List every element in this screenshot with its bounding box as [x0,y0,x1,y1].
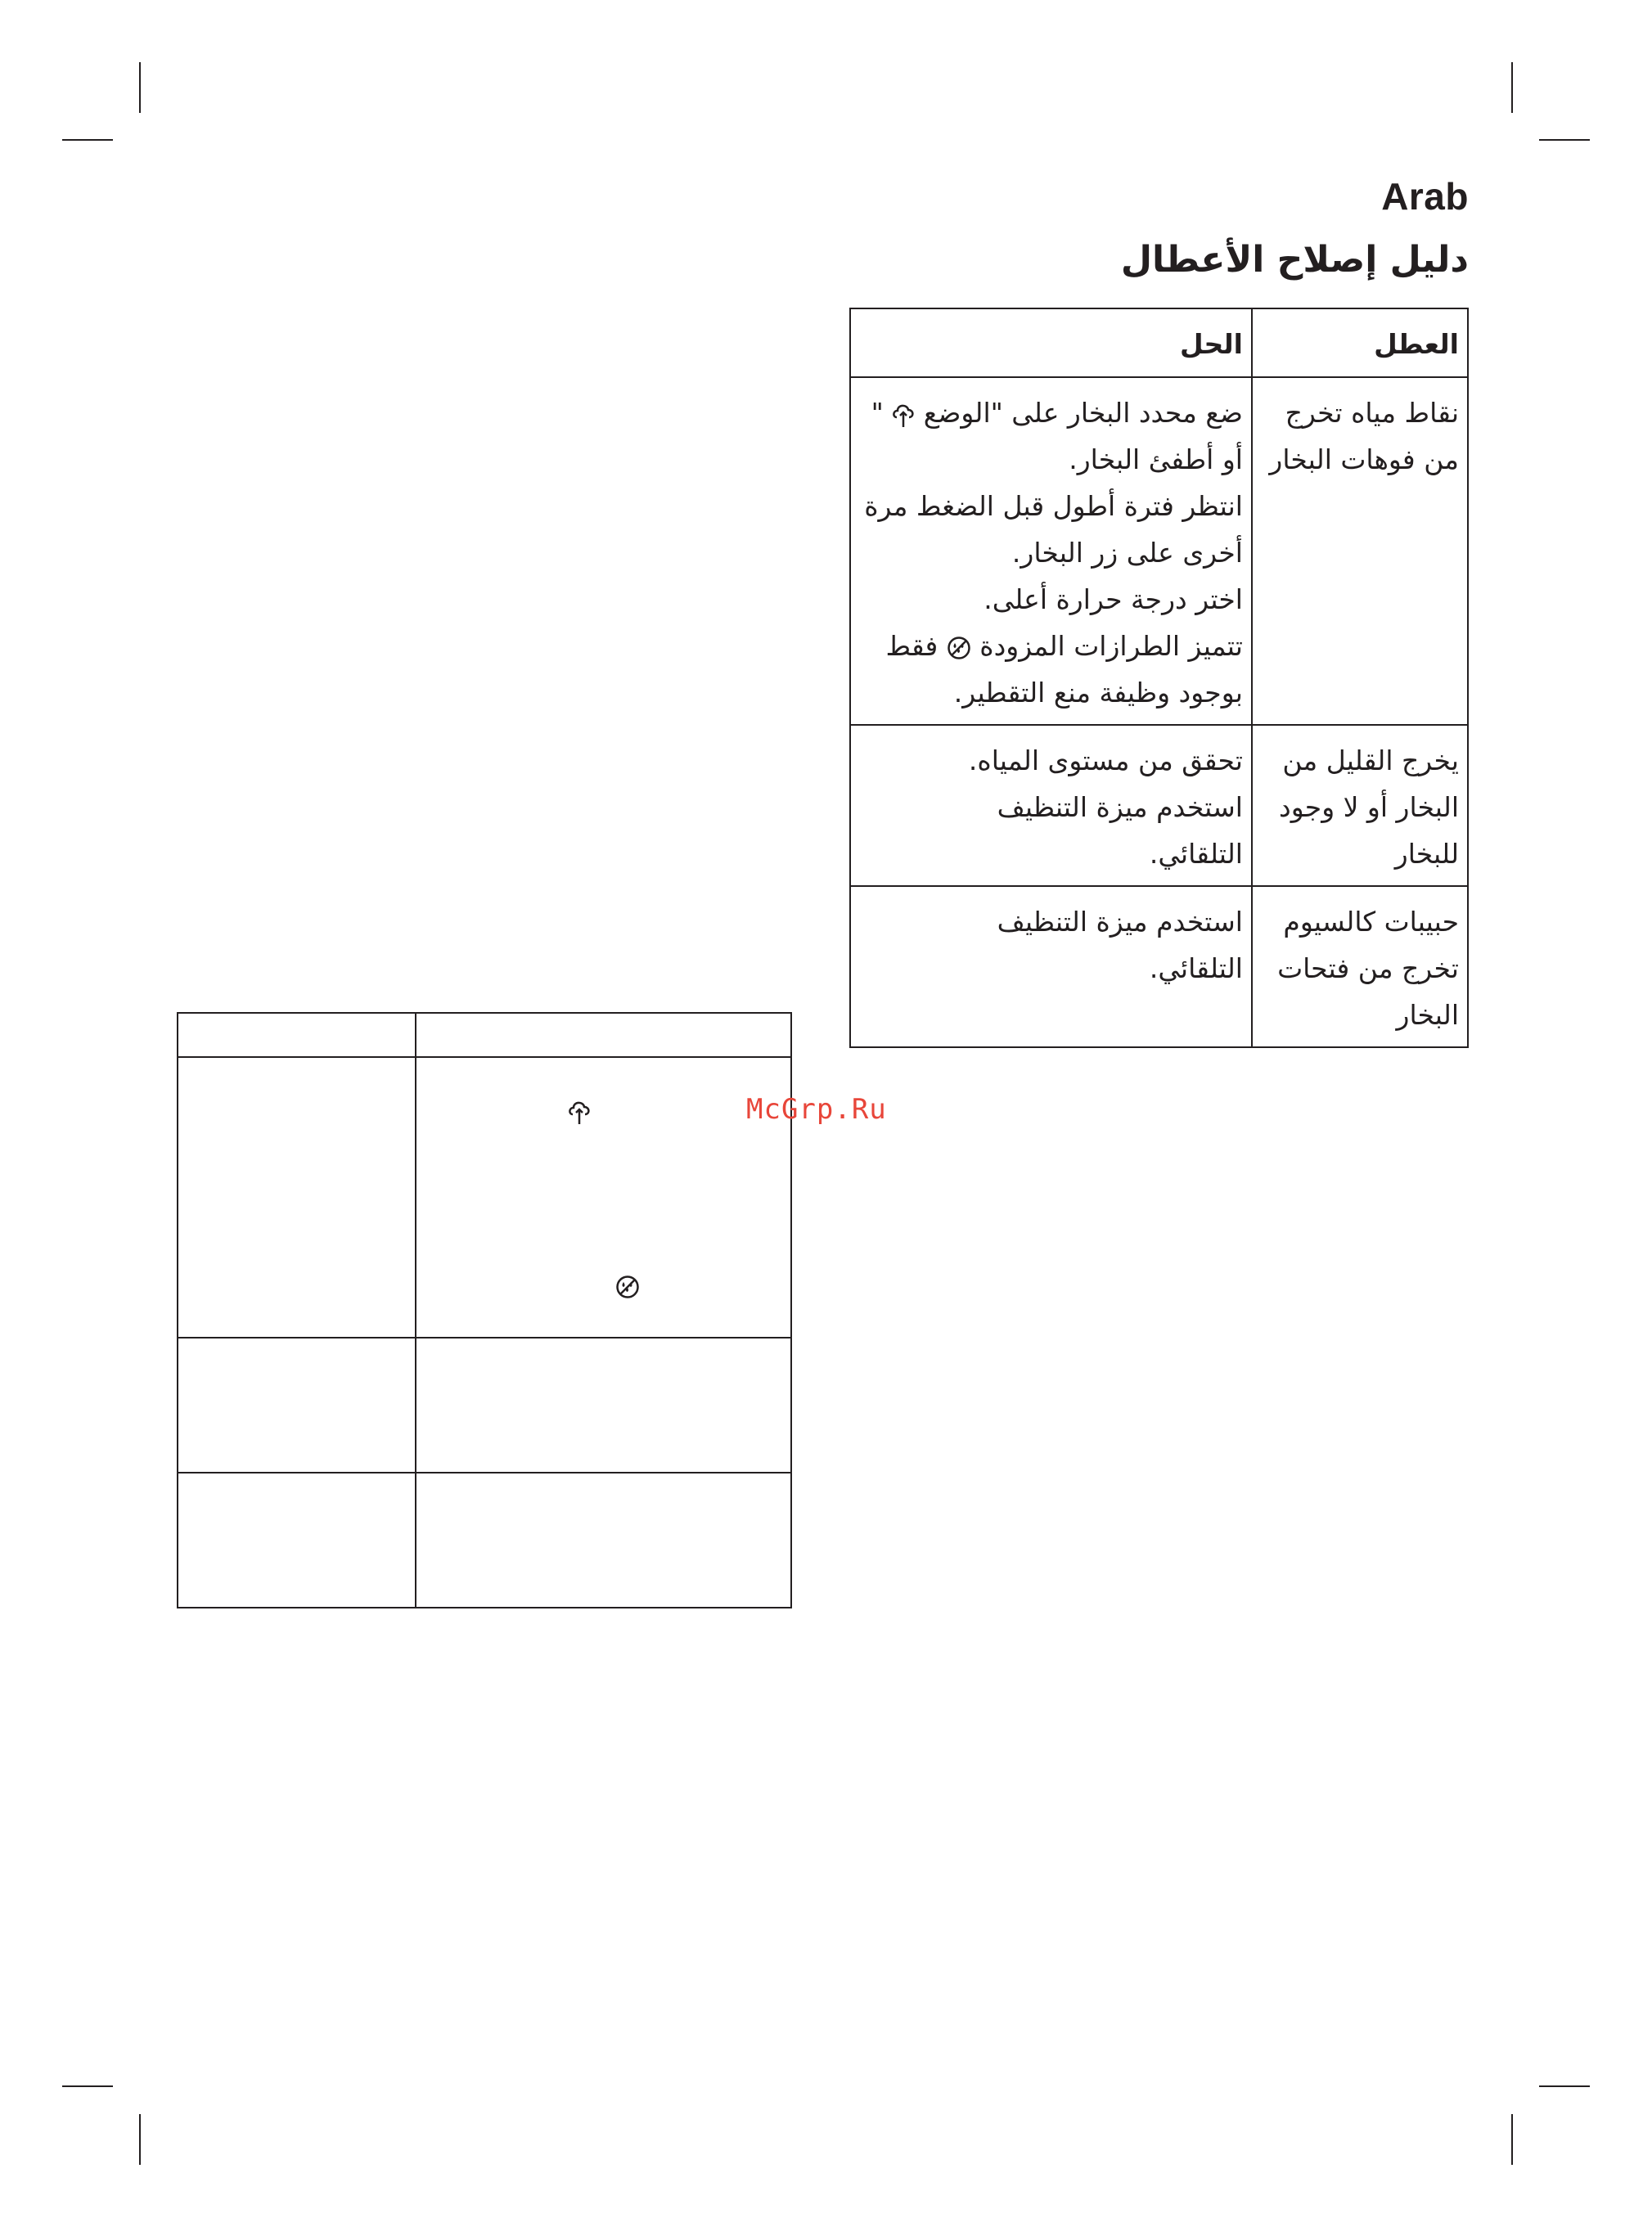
table-row [850,725,1468,886]
solution-cell: تحقق من مستوى المياه. استخدم ميزة التنظيف التلقائي. [850,725,1252,886]
table-row [850,377,1468,725]
language-label: Arab [1381,175,1469,218]
solution-cell: استخدم ميزة التنظيف التلقائي. [850,886,1252,1047]
crop-mark [1511,62,1513,113]
problem-cell: يخرج القليل من البخار أو لا وجود للبخار [1252,725,1468,886]
solution-cell: ضع محدد البخار على "الوضع " أو أطفئ البخار. انتظر فترة أطول قبل الضغط مرة أخرى على زر البخار. اختر درجة حرارة أعلى. تتميز الطرازات المزودة فقط بوجود وظيفة منع التقطير. [850,377,1252,725]
watermark: McGrp.Ru [746,1093,887,1126]
empty-table-row [178,1338,791,1473]
solution-line-antidrip: تتميز الطرازات المزودة فقط [885,630,1243,662]
crop-mark [139,2114,141,2165]
crop-mark [1539,139,1590,141]
header-problem: العطل [1252,308,1468,377]
steam-mode-icon [892,401,915,429]
anti-drip-icon [947,636,971,660]
steam-mode-icon [568,1098,591,1126]
crop-mark [62,139,113,141]
empty-table [177,1012,792,1608]
crop-mark [139,62,141,113]
problem-cell: نقاط مياه تخرج من فوهات البخار [1252,377,1468,725]
empty-table-header [178,1013,791,1057]
anti-drip-icon [615,1275,640,1299]
problem-cell: حبيبات كالسيوم تخرج من فتحات البخار [1252,886,1468,1047]
table-header-row [850,308,1468,377]
crop-mark [62,2085,113,2087]
empty-table-row [178,1473,791,1608]
crop-mark [1511,2114,1513,2165]
empty-table-row [178,1057,791,1338]
solution-line-steam: ضع محدد البخار على "الوضع " [871,397,1243,429]
page-title: دليل إصلاح الأعطال [1120,239,1469,281]
crop-mark [1539,2085,1590,2087]
header-solution: الحل [850,308,1252,377]
table-row [850,886,1468,1047]
troubleshooting-table [849,308,1469,1048]
